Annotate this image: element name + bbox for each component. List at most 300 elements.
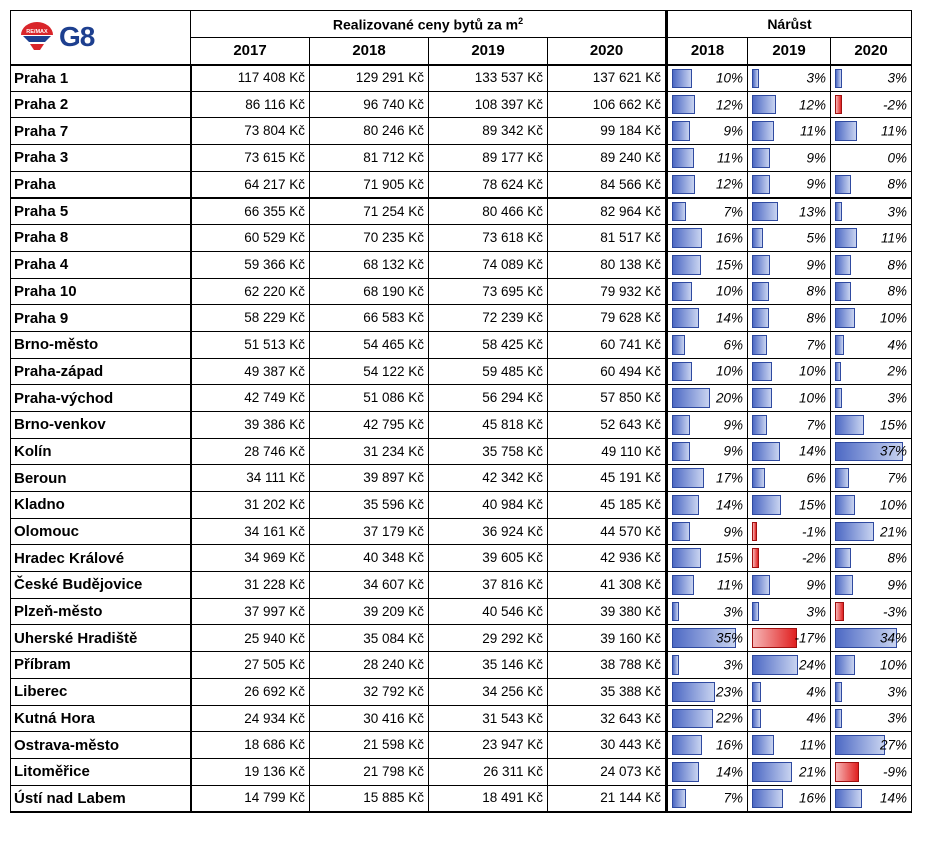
growth-cell: [831, 678, 912, 705]
price-cell: 29 292 Kč: [429, 625, 548, 652]
growth-cell: [667, 705, 748, 732]
growth-cell: [667, 225, 748, 252]
table-row: [11, 758, 912, 785]
table-row: [11, 118, 912, 145]
price-cell: 37 816 Kč: [429, 572, 548, 599]
svg-text:RE/MAX: RE/MAX: [26, 29, 48, 36]
price-cell: 59 485 Kč: [429, 358, 548, 385]
growth-bar: [835, 95, 842, 115]
growth-cell: [667, 598, 748, 625]
growth-cell: [667, 358, 748, 385]
growth-cell: [748, 758, 831, 785]
row-name: Ostrava-město: [11, 732, 191, 759]
growth-bar: [752, 522, 757, 542]
price-cell: 31 228 Kč: [191, 572, 310, 599]
growth-bar: [752, 442, 780, 462]
price-cell: 30 416 Kč: [310, 705, 429, 732]
growth-value: 11%: [799, 737, 826, 753]
growth-bar: [752, 175, 770, 194]
growth-cell: [831, 572, 912, 599]
table-row: [11, 411, 912, 438]
growth-value: 11%: [716, 577, 743, 593]
growth-value: 14%: [715, 763, 743, 779]
price-cell: 99 184 Kč: [548, 118, 667, 145]
growth-bar: [672, 575, 694, 595]
price-cell: 86 116 Kč: [191, 91, 310, 118]
growth-bar: [672, 69, 692, 88]
growth-bar: [752, 495, 781, 515]
growth-value: -2%: [882, 96, 907, 112]
prices-group-header: Realizované ceny bytů za $m^2$: [191, 11, 667, 38]
growth-bar: [752, 709, 761, 729]
growth-value: 0%: [887, 150, 907, 166]
growth-bar: [752, 548, 759, 568]
growth-value: 21%: [879, 523, 907, 539]
growth-bar: [752, 335, 767, 355]
growth-bar: [835, 255, 851, 275]
growth-value: 3%: [887, 683, 907, 699]
growth-value: 14%: [879, 790, 907, 806]
growth-cell: [831, 411, 912, 438]
growth-cell: [667, 678, 748, 705]
growth-bar: [752, 362, 772, 382]
growth-value: 3%: [887, 390, 907, 406]
growth-cell: [831, 118, 912, 145]
price-cell: 82 964 Kč: [548, 198, 667, 225]
growth-bar: [672, 308, 699, 328]
growth-bar: [835, 362, 841, 382]
table-row: [11, 625, 912, 652]
table-row: [11, 438, 912, 465]
growth-cell: [748, 438, 831, 465]
growth-cell: [831, 518, 912, 545]
growth-cell: [748, 652, 831, 679]
price-cell: 39 897 Kč: [310, 465, 429, 492]
price-cell: 42 936 Kč: [548, 545, 667, 572]
growth-cell: [831, 91, 912, 118]
price-cell: 31 234 Kč: [310, 438, 429, 465]
growth-cell: [748, 678, 831, 705]
growth-cell: [831, 145, 912, 172]
price-cell: 40 348 Kč: [310, 545, 429, 572]
growth-cell: [667, 465, 748, 492]
growth-bar: [672, 388, 710, 408]
price-cell: 89 240 Kč: [548, 145, 667, 172]
growth-cell: [831, 625, 912, 652]
table-row: [11, 65, 912, 92]
growth-bar: [672, 789, 686, 808]
growth-cell: [748, 251, 831, 278]
price-cell: 34 161 Kč: [191, 518, 310, 545]
price-cell: 45 185 Kč: [548, 492, 667, 519]
growth-value: 3%: [806, 70, 826, 86]
row-name: Litoměřice: [11, 758, 191, 785]
growth-bar: [672, 762, 699, 782]
price-cell: 84 566 Kč: [548, 171, 667, 198]
growth-bar: [672, 282, 692, 302]
growth-bar: [835, 762, 859, 782]
growth-cell: [667, 331, 748, 358]
price-cell: 42 795 Kč: [310, 411, 429, 438]
growth-bar: [752, 202, 778, 221]
price-cell: 66 355 Kč: [191, 198, 310, 225]
growth-value: 9%: [806, 176, 826, 192]
growth-cell: [831, 758, 912, 785]
growth-value: 20%: [715, 390, 743, 406]
price-cell: 39 209 Kč: [310, 598, 429, 625]
row-name: Olomouc: [11, 518, 191, 545]
growth-value: 22%: [715, 710, 743, 726]
price-cell: 35 596 Kč: [310, 492, 429, 519]
growth-value: 6%: [723, 336, 743, 352]
price-cell: 30 443 Kč: [548, 732, 667, 759]
table-row: [11, 305, 912, 332]
growth-value: -3%: [882, 603, 907, 619]
price-cell: 35 758 Kč: [429, 438, 548, 465]
growth-cell: [667, 411, 748, 438]
price-cell: 70 235 Kč: [310, 225, 429, 252]
row-name: Příbram: [11, 652, 191, 679]
growth-value: 8%: [887, 283, 907, 299]
growth-bar: [835, 282, 851, 302]
price-cell: 40 984 Kč: [429, 492, 548, 519]
growth-value: 9%: [723, 443, 743, 459]
price-cell: 58 425 Kč: [429, 331, 548, 358]
price-cell: 106 662 Kč: [548, 91, 667, 118]
growth-cell: [748, 625, 831, 652]
price-cell: 60 741 Kč: [548, 331, 667, 358]
growth-value: 15%: [715, 550, 743, 566]
price-cell: 56 294 Kč: [429, 385, 548, 412]
table-row: [11, 678, 912, 705]
growth-value: 9%: [887, 577, 907, 593]
growth-value: 12%: [715, 96, 743, 112]
growth-bar: [752, 682, 761, 702]
growth-cell: [748, 385, 831, 412]
growth-value: 35%: [715, 630, 743, 646]
price-cell: 73 615 Kč: [191, 145, 310, 172]
growth-cell: [748, 171, 831, 198]
col-growth-2019: 2019: [748, 38, 831, 65]
growth-cell: [667, 251, 748, 278]
growth-bar: [752, 255, 770, 275]
price-cell: 37 179 Kč: [310, 518, 429, 545]
price-table: [10, 10, 912, 813]
price-cell: 73 695 Kč: [429, 278, 548, 305]
growth-cell: [831, 545, 912, 572]
growth-value: 10%: [879, 497, 907, 513]
growth-bar: [672, 495, 699, 515]
growth-bar: [672, 522, 690, 542]
price-cell: 72 239 Kč: [429, 305, 548, 332]
row-name: Praha 1: [11, 65, 191, 92]
growth-bar: [672, 442, 690, 462]
price-cell: 34 969 Kč: [191, 545, 310, 572]
row-name: Praha 3: [11, 145, 191, 172]
growth-cell: [831, 305, 912, 332]
growth-cell: [667, 118, 748, 145]
row-name: Praha 8: [11, 225, 191, 252]
table-row: [11, 198, 912, 225]
table-row: [11, 705, 912, 732]
growth-value: 3%: [887, 70, 907, 86]
growth-cell: [831, 358, 912, 385]
growth-cell: [748, 411, 831, 438]
price-cell: 39 160 Kč: [548, 625, 667, 652]
growth-value: 16%: [715, 737, 743, 753]
growth-cell: [831, 65, 912, 92]
row-name: Praha 2: [11, 91, 191, 118]
growth-bar: [672, 682, 715, 702]
price-cell: 54 465 Kč: [310, 331, 429, 358]
growth-value: 10%: [798, 363, 826, 379]
growth-value: 14%: [715, 310, 743, 326]
price-cell: 21 798 Kč: [310, 758, 429, 785]
growth-bar: [835, 468, 849, 488]
growth-cell: [748, 545, 831, 572]
growth-value: 3%: [723, 657, 743, 673]
row-name: Praha-východ: [11, 385, 191, 412]
growth-cell: [748, 198, 831, 225]
price-cell: 24 934 Kč: [191, 705, 310, 732]
price-cell: 68 132 Kč: [310, 251, 429, 278]
row-name: Kutná Hora: [11, 705, 191, 732]
growth-cell: [831, 225, 912, 252]
growth-cell: [667, 785, 748, 812]
growth-cell: [831, 438, 912, 465]
growth-bar: [752, 602, 759, 622]
row-name: Praha 4: [11, 251, 191, 278]
growth-value: 8%: [806, 310, 826, 326]
growth-bar: [835, 735, 885, 755]
growth-bar: [835, 548, 851, 568]
growth-value: 7%: [887, 470, 907, 486]
growth-value: 4%: [806, 683, 826, 699]
growth-bar: [835, 228, 857, 248]
price-cell: 59 366 Kč: [191, 251, 310, 278]
growth-bar: [752, 282, 769, 302]
growth-value: 9%: [806, 150, 826, 166]
growth-cell: [667, 385, 748, 412]
table-row: [11, 225, 912, 252]
growth-cell: [831, 465, 912, 492]
growth-bar: [835, 682, 842, 702]
price-cell: 23 947 Kč: [429, 732, 548, 759]
price-cell: 34 111 Kč: [191, 465, 310, 492]
table-row: [11, 785, 912, 812]
growth-value: 17%: [715, 470, 743, 486]
growth-bar: [835, 175, 851, 194]
growth-cell: [831, 732, 912, 759]
growth-value: 12%: [715, 176, 743, 192]
growth-value: 3%: [723, 603, 743, 619]
price-cell: 25 940 Kč: [191, 625, 310, 652]
col-2017: 2017: [191, 38, 310, 65]
price-cell: 81 517 Kč: [548, 225, 667, 252]
row-name: Praha 9: [11, 305, 191, 332]
price-cell: 35 084 Kč: [310, 625, 429, 652]
growth-bar: [752, 655, 798, 675]
growth-value: 4%: [887, 336, 907, 352]
growth-value: 21%: [798, 763, 826, 779]
growth-cell: [748, 572, 831, 599]
growth-cell: [748, 145, 831, 172]
growth-value: 4%: [806, 710, 826, 726]
growth-value: 15%: [798, 497, 826, 513]
growth-bar: [672, 735, 702, 755]
growth-value: 8%: [806, 283, 826, 299]
price-cell: 42 342 Kč: [429, 465, 548, 492]
growth-value: 7%: [723, 790, 743, 806]
growth-value: 8%: [887, 550, 907, 566]
row-name: Ústí nad Labem: [11, 785, 191, 812]
price-cell: 66 583 Kč: [310, 305, 429, 332]
row-name: Plzeň-město: [11, 598, 191, 625]
growth-cell: [831, 251, 912, 278]
growth-cell: [667, 732, 748, 759]
table-row: [11, 358, 912, 385]
col-2018: 2018: [310, 38, 429, 65]
growth-bar: [672, 121, 690, 141]
growth-cell: [667, 438, 748, 465]
growth-value: 34%: [879, 630, 907, 646]
table-row: [11, 331, 912, 358]
table-row: [11, 465, 912, 492]
growth-cell: [831, 598, 912, 625]
growth-bar: [835, 602, 844, 622]
price-cell: 14 799 Kč: [191, 785, 310, 812]
price-cell: 71 905 Kč: [310, 171, 429, 198]
row-name: Praha 10: [11, 278, 191, 305]
growth-cell: [748, 465, 831, 492]
table-row: [11, 145, 912, 172]
growth-bar: [672, 415, 690, 435]
growth-value: 14%: [715, 497, 743, 513]
growth-value: 15%: [715, 256, 743, 272]
price-cell: 96 740 Kč: [310, 91, 429, 118]
growth-bar: [672, 148, 694, 168]
growth-bar: [835, 121, 857, 141]
growth-value: 10%: [715, 363, 743, 379]
growth-value: 7%: [723, 203, 743, 219]
price-cell: 39 380 Kč: [548, 598, 667, 625]
growth-value: 7%: [806, 336, 826, 352]
growth-cell: [831, 652, 912, 679]
price-cell: 81 712 Kč: [310, 145, 429, 172]
growth-cell: [667, 198, 748, 225]
price-cell: 73 804 Kč: [191, 118, 310, 145]
row-name: Brno-venkov: [11, 411, 191, 438]
growth-cell: [748, 785, 831, 812]
price-cell: 108 397 Kč: [429, 91, 548, 118]
price-cell: 79 628 Kč: [548, 305, 667, 332]
price-cell: 79 932 Kč: [548, 278, 667, 305]
growth-cell: [667, 572, 748, 599]
row-name: Kolín: [11, 438, 191, 465]
growth-bar: [752, 95, 776, 115]
growth-value: 6%: [806, 470, 826, 486]
price-cell: 39 605 Kč: [429, 545, 548, 572]
growth-bar: [752, 69, 759, 88]
row-name: Hradec Králové: [11, 545, 191, 572]
growth-bar: [752, 308, 769, 328]
price-cell: 45 191 Kč: [548, 465, 667, 492]
row-name: Beroun: [11, 465, 191, 492]
price-cell: 27 505 Kč: [191, 652, 310, 679]
row-name: Praha: [11, 171, 191, 198]
growth-bar: [672, 202, 686, 221]
growth-value: 10%: [879, 310, 907, 326]
row-name: Liberec: [11, 678, 191, 705]
growth-bar: [835, 575, 853, 595]
growth-bar: [752, 468, 765, 488]
price-cell: 133 537 Kč: [429, 65, 548, 92]
price-cell: 41 308 Kč: [548, 572, 667, 599]
price-cell: 71 254 Kč: [310, 198, 429, 225]
price-cell: 57 850 Kč: [548, 385, 667, 412]
price-cell: 60 529 Kč: [191, 225, 310, 252]
price-cell: 60 494 Kč: [548, 358, 667, 385]
price-cell: 19 136 Kč: [191, 758, 310, 785]
growth-value: -1%: [801, 523, 826, 539]
price-cell: 80 138 Kč: [548, 251, 667, 278]
growth-bar: [835, 655, 855, 675]
growth-bar: [672, 362, 692, 382]
growth-cell: [831, 171, 912, 198]
growth-value: 11%: [799, 123, 826, 139]
growth-bar: [835, 388, 842, 408]
table-row: [11, 518, 912, 545]
price-cell: 68 190 Kč: [310, 278, 429, 305]
price-cell: 31 202 Kč: [191, 492, 310, 519]
growth-value: 13%: [798, 203, 826, 219]
growth-cell: [748, 278, 831, 305]
growth-bar: [672, 228, 702, 248]
price-cell: 49 387 Kč: [191, 358, 310, 385]
growth-cell: [667, 305, 748, 332]
table-row: [11, 171, 912, 198]
price-cell: 28 746 Kč: [191, 438, 310, 465]
price-cell: 39 386 Kč: [191, 411, 310, 438]
price-cell: 34 256 Kč: [429, 678, 548, 705]
table-row: [11, 91, 912, 118]
price-cell: 73 618 Kč: [429, 225, 548, 252]
growth-value: 5%: [806, 230, 826, 246]
growth-cell: [667, 518, 748, 545]
growth-value: 3%: [887, 203, 907, 219]
growth-bar: [835, 69, 842, 88]
price-cell: 24 073 Kč: [548, 758, 667, 785]
growth-cell: [831, 492, 912, 519]
growth-value: 27%: [879, 737, 907, 753]
price-cell: 44 570 Kč: [548, 518, 667, 545]
price-cell: 18 686 Kč: [191, 732, 310, 759]
growth-value: 9%: [806, 577, 826, 593]
table-row: [11, 278, 912, 305]
growth-cell: [831, 278, 912, 305]
price-cell: 80 466 Kč: [429, 198, 548, 225]
table-row: [11, 572, 912, 599]
growth-bar: [752, 121, 774, 141]
col-growth-2020: 2020: [831, 38, 912, 65]
growth-cell: [667, 625, 748, 652]
growth-bar: [672, 709, 713, 729]
row-name: Uherské Hradiště: [11, 625, 191, 652]
growth-bar: [672, 175, 695, 194]
price-cell: 28 240 Kč: [310, 652, 429, 679]
growth-value: 10%: [715, 70, 743, 86]
growth-value: 23%: [715, 683, 743, 699]
